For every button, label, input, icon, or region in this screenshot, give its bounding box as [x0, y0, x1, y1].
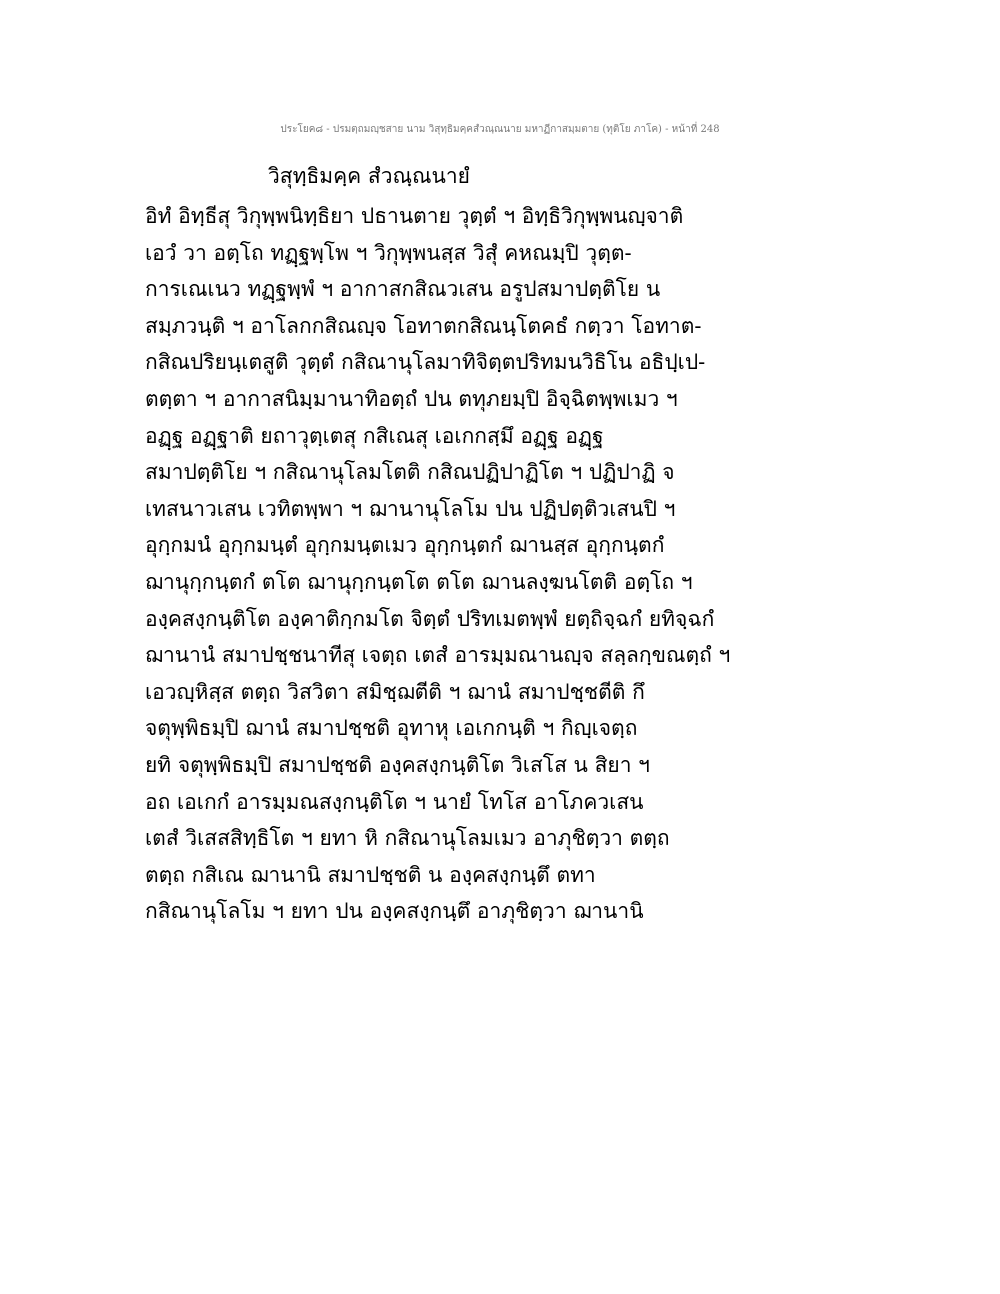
text-line: ยทิ จตุพฺพิธมฺปิ สมาปชฺชติ องฺคสงฺกนฺติโต วิเสโส น สิยา ฯ: [145, 752, 650, 777]
text-line: ตตฺถ กสิเณ ฌานานิ สมาปชฺชติ น องฺคสงฺกนฺตึ ตทา: [145, 862, 596, 887]
text-line: เทสนาวเสน เวทิตพฺพา ฯ ฌานานุโลโม ปน ปฏิปตฺติวเสนปิ ฯ: [145, 496, 676, 521]
text-line: สมาปตฺติโย ฯ กสิณานุโลมโตติ กสิณปฏิปาฏิโต ฯ ปฏิปาฏิ จ: [145, 460, 675, 485]
text-line: การเณเนว ทฏฺฐพฺพํ ฯ อากาสกสิณวเสน อรูปสมาปตฺติโย น: [145, 277, 661, 302]
text-line: อถ เอเกกํ อารมฺมณสงฺกนฺติโต ฯ นายํ โทโส อาโภควเสน: [145, 789, 644, 814]
text-line: กสิณานุโลโม ฯ ยทา ปน องฺคสงฺกนฺตึ อาภุชิตฺวา ฌานานิ: [145, 899, 644, 924]
text-line: จตุพฺพิธมฺปิ ฌานํ สมาปชฺชติ อุทาหุ เอเกกนฺติ ฯ กิญฺเจตฺถ: [145, 716, 638, 741]
text-line: ตตฺตา ฯ อากาสนิมฺมานาทิอตฺถํ ปน ตทุภยมฺปิ อิจฺฉิตพฺพเมว ฯ: [145, 386, 678, 411]
text-line: องฺคสงฺกนฺติโต องฺคาติกฺกมโต จิตฺตํ ปริทเมตพฺพํ ยตฺถิจฺฉกํ ยทิจฺฉกํ: [145, 606, 715, 631]
section-title: วิสุทฺธิมคฺค สํวณฺณนายํ: [268, 164, 470, 188]
body-text: [145, 198, 865, 930]
text-line: เอวํ วา อตฺโถ ทฏฺฐพฺโพ ฯ วิกุพฺพนสฺส วิสุํ คหณมฺปิ วุตฺต-: [145, 240, 632, 265]
text-line: ฌานุกฺกนฺตกํ ตโต ฌานุกฺกนฺตโต ตโต ฌานลงฺฆนโตติ อตฺโถ ฯ: [145, 569, 693, 594]
text-line: อิทํ อิทฺธีสุ วิกุพฺพนิทฺธิยา ปธานตาย วุตฺตํ ฯ อิทฺธิวิกุพฺพนญฺจาติ: [145, 204, 684, 228]
text-line: ฌานานํ สมาปชฺชนาทีสุ เจตฺถ เตสํ อารมฺมณานญฺจ สลฺลกฺขณตฺถํ ฯ: [145, 643, 731, 668]
text-line: เตสํ วิเสสสิทฺธิโต ฯ ยทา หิ กสิณานุโลมเมว อาภุชิตฺวา ตตฺถ: [145, 826, 670, 851]
text-line: เอวญฺหิสฺส ตตฺถ วิสวิตา สมิชฺฌตีติ ฯ ฌานํ สมาปชฺชตีติ กึ: [145, 679, 645, 704]
text-line: อฏฺฐ อฏฺฐาติ ยถาวุตฺเตสุ กสิเณสุ เอเกกสฺมึ อฏฺฐ อฏฺฐ: [145, 423, 604, 448]
text-line: อุกฺกมนํ อุกฺกมนฺตํ อุกฺกมนฺตเมว อุกฺกนฺตกํ ฌานสฺส อุกฺกนฺตกํ: [145, 533, 665, 558]
text-line: กสิณปริยนฺเตสูติ วุตฺตํ กสิณานุโลมาทิจิตฺตปริทมนวิธิโน อธิปฺเป-: [145, 350, 706, 375]
running-header: ประโยค๘ - ปรมตฺถมญฺชสาย นาม วิสุทฺธิมคฺคสํวณฺณนาย มหาฏีกาสมฺมตาย (ทุติโย ภาโค) - หน้าที่ 248: [280, 124, 720, 135]
text-line: สมฺภวนฺติ ฯ อาโลกกสิณญฺจ โอทาตกสิณนฺโตคธํ กตฺวา โอทาต-: [145, 313, 702, 338]
